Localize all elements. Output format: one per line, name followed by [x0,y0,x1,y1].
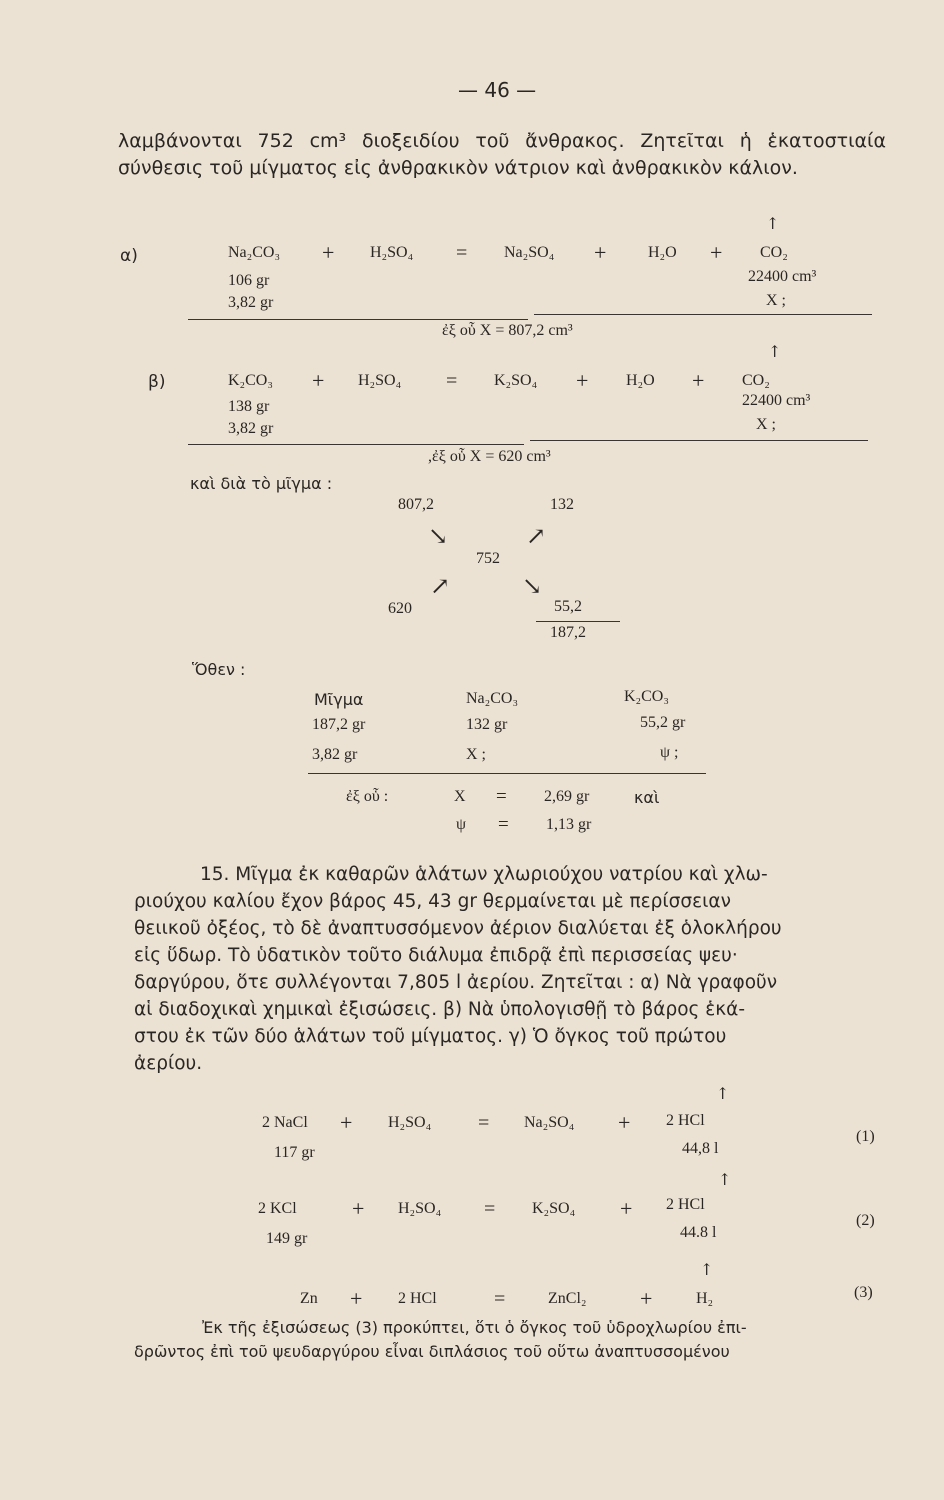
reaction-b-plus-2: + [576,368,589,393]
table-header: Na₂CO₃ [466,690,519,707]
reaction-b-term-3: K₂SO₄ [494,372,538,389]
sum-line [536,621,620,622]
mixture-top-left: 807,2 [398,496,434,513]
problem-line: ριούχου καλίου ἔχον βάρος 45, 43 gr θερμαίνεται μὲ περίσσειαν [134,891,731,912]
eq1-number: (1) [856,1128,875,1145]
problem-line: εἰς ὕδωρ. Τὸ ὑδατικὸν τοῦτο διάλυμα ἐπιδρᾷ ἐπὶ περισσείας ψευ· [134,945,738,966]
arrow-up-right-icon: ↗ [526,522,547,550]
eq1-equals: = [478,1112,490,1134]
eq1-volume: 44,8 l [682,1140,719,1157]
eq2-equals: = [484,1198,496,1220]
problem-line: δαργύρου, ὅτε συλλέγονται 7,805 l ἀερίου. Ζητεῖται : α) Νὰ γραφοῦν [134,972,778,993]
reaction-b-label: β) [148,372,166,392]
eq3-term: Zn [300,1290,318,1307]
eq1-term: 2 HCl [666,1112,705,1129]
eq2-term: 2 HCl [666,1196,705,1213]
eq2-plus: + [352,1196,365,1221]
eq3-term: ZnCl₂ [548,1290,587,1307]
arrow-up-right-icon: ↗ [430,572,451,600]
reaction-a-label: α) [120,246,138,266]
eq1-term: Na₂SO₄ [524,1114,575,1131]
reaction-a-result: ἐξ οὗ X = 807,2 cm³ [442,322,573,339]
gas-up-arrow-icon: ↑ [766,214,780,233]
eq1-term: H₂SO₄ [388,1114,432,1131]
mixture-center: 752 [476,550,500,567]
result-var: ψ [456,816,467,833]
reaction-b-equals: = [446,370,458,392]
therefore-label: Ὅθεν : [192,660,246,679]
result-value: 2,69 gr [544,788,590,805]
final-line: Ἐκ τῆς ἐξισώσεως (3) προκύπτει, ὅτι ὁ ὄγκος τοῦ ὑδροχλωρίου ἐπι- [202,1318,747,1337]
reaction-b-term-2: H₂SO₄ [358,372,402,389]
eq3-number: (3) [854,1284,873,1301]
result-var: X [454,788,466,805]
reaction-a-unknown: X ; [766,292,786,309]
eq3-plus: + [640,1286,653,1311]
eq1-plus: + [340,1110,353,1135]
divider-line [188,444,524,445]
reaction-b-unknown: X ; [756,416,776,433]
problem-line: ἀερίου. [134,1053,203,1074]
gas-up-arrow-icon: ↑ [718,1170,732,1189]
eq2-term: 2 KCl [258,1200,297,1217]
eq2-mass: 149 gr [266,1230,308,1247]
arrow-down-right-icon: ↘ [428,522,449,550]
reaction-a-volume: 22400 cm³ [748,268,817,285]
divider-line [534,314,872,315]
reaction-a-plus-3: + [710,240,723,265]
arrow-down-right-icon: ↘ [522,572,543,600]
reaction-a-term-1: Na₂CO₃ [228,244,281,261]
reaction-b-result: ,ἐξ οὗ X = 620 cm³ [428,448,551,465]
table-cell: X ; [466,746,486,763]
reaction-b-term-5: CO₂ [742,372,770,389]
divider-line [188,319,528,320]
result-equals: = [498,814,509,835]
result-label: ἐξ οὗ : [346,788,389,805]
problem-line: θειικοῦ ὀξέος, τὸ δὲ ἀναπτυσσόμενον ἀέριον διαλύεται ἐξ ὁλοκλήρου [134,918,782,939]
reaction-a-plus-2: + [594,240,607,265]
eq1-term: 2 NaCl [262,1114,308,1131]
result-value: 1,13 gr [546,816,592,833]
eq2-term: H₂SO₄ [398,1200,442,1217]
gas-up-arrow-icon: ↑ [768,342,782,361]
eq2-volume: 44.8 l [680,1224,717,1241]
reaction-a-term-4: H₂O [648,244,677,261]
reaction-a-term-2: H₂SO₄ [370,244,414,261]
reaction-b-term-4: H₂O [626,372,655,389]
eq2-term: K₂SO₄ [532,1200,576,1217]
eq2-number: (2) [856,1212,875,1229]
mixture-bottom-right: 55,2 [554,598,582,615]
reaction-b-term-1: K₂CO₃ [228,372,273,389]
eq2-plus: + [620,1196,633,1221]
table-cell: 187,2 gr [312,716,366,733]
gas-up-arrow-icon: ↑ [700,1260,714,1279]
eq1-plus: + [618,1110,631,1135]
table-header: Μῖγμα [314,690,364,709]
intro-paragraph: λαμβάνονται 752 cm³ διοξειδίου τοῦ ἄνθρακος. Ζητεῖται ἡ ἑκατοστιαία σύνθεσις τοῦ μίγματος εἰς ἀνθρακικὸν νάτριον καὶ ἀνθρακικὸν κάλιον. [118,130,886,179]
table-cell: 3,82 gr [312,746,358,763]
divider-line [308,773,706,774]
problem-line: στου ἐκ τῶν δύο ἁλάτων τοῦ μίγματος. γ) Ὁ ὄγκος τοῦ πρώτου [134,1026,727,1047]
reaction-a-sample-mass: 3,82 gr [228,294,274,311]
mixture-bottom-left: 620 [388,600,412,617]
eq3-term: H₂ [696,1290,714,1307]
reaction-b-plus-1: + [312,368,325,393]
eq3-equals: = [494,1288,506,1310]
table-cell: 55,2 gr [640,714,686,731]
reaction-a-term-5: CO₂ [760,244,788,261]
reaction-a-term-3: Na₂SO₄ [504,244,555,261]
eq3-plus: + [350,1286,363,1311]
table-cell: ψ ; [660,744,679,761]
reaction-b-mass: 138 gr [228,398,270,415]
problem-line: 15. Μῖγμα ἐκ καθαρῶν ἁλάτων χλωριούχου νατρίου καὶ χλω- [200,864,768,885]
table-header: K₂CO₃ [624,688,669,705]
eq1-mass: 117 gr [274,1144,315,1161]
mixture-sum: 187,2 [550,624,586,641]
result-conjunction: καὶ [634,788,660,807]
reaction-b-plus-3: + [692,368,705,393]
page-number: — 46 — [458,78,537,102]
mixture-top-right: 132 [550,496,574,513]
reaction-a-plus-1: + [322,240,335,265]
divider-line [530,440,868,441]
reaction-b-sample-mass: 3,82 gr [228,420,274,437]
reaction-a-equals: = [456,242,468,264]
final-line: δρῶντος ἐπὶ τοῦ ψευδαργύρου εἶναι διπλάσιος τοῦ οὕτω ἀναπτυσσομένου [134,1342,730,1361]
gas-up-arrow-icon: ↑ [716,1084,730,1103]
mixture-intro: καὶ διὰ τὸ μῖγμα : [190,474,333,493]
problem-line: αἱ διαδοχικαὶ χημικαὶ ἐξισώσεις. β) Νὰ ὑπολογισθῇ τὸ βάρος ἑκά- [134,999,746,1020]
table-cell: 132 gr [466,716,508,733]
result-equals: = [496,786,507,807]
reaction-a-mass: 106 gr [228,272,270,289]
reaction-b-volume: 22400 cm³ [742,392,811,409]
eq3-term: 2 HCl [398,1290,437,1307]
